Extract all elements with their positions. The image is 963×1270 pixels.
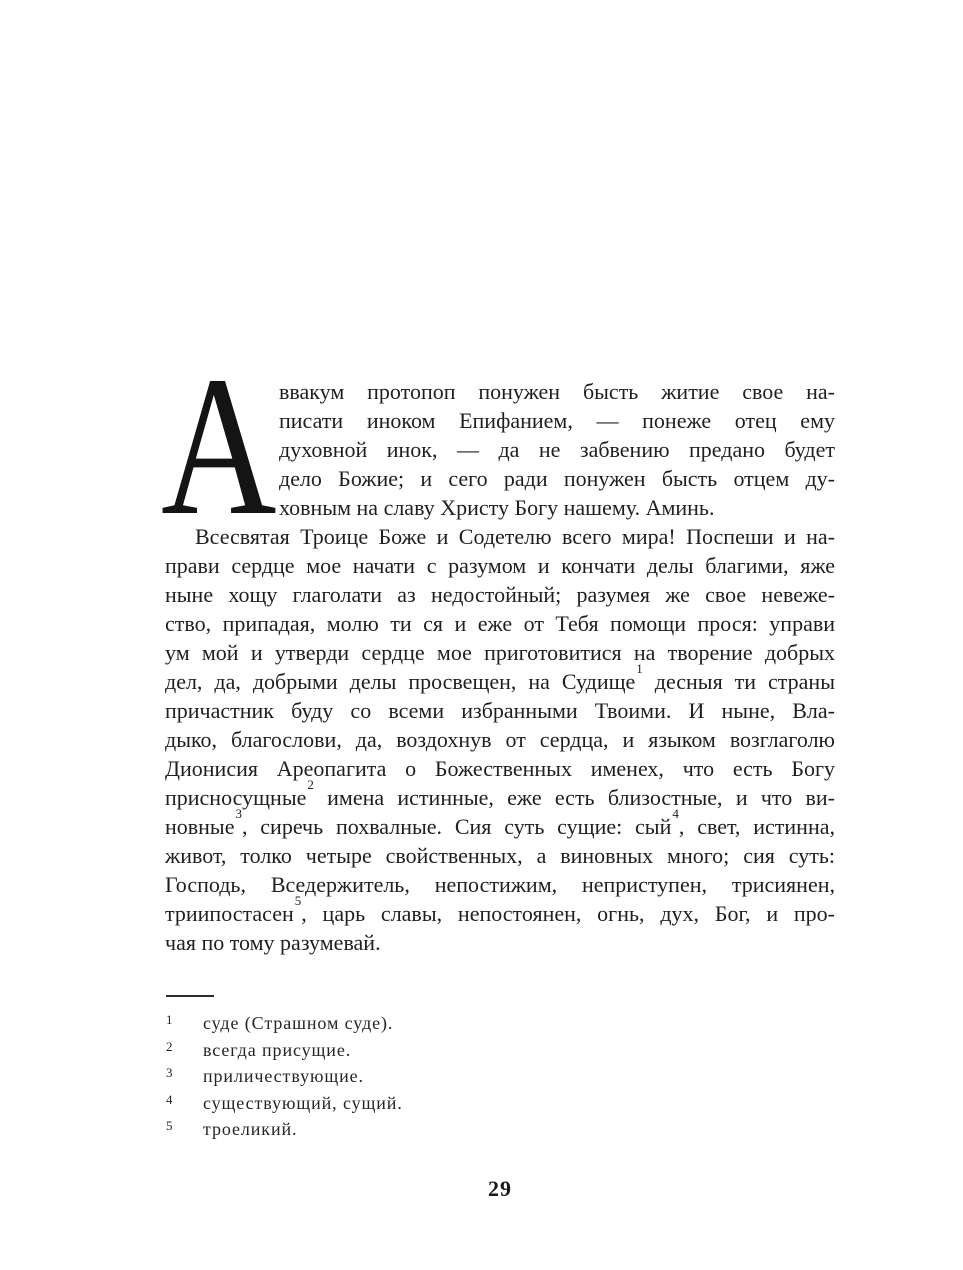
text-line: писати иноком Епифанием, — понеже отец ему (279, 408, 835, 433)
text-line: ховным на славу Христу Богу нашему. Аминь. (279, 495, 715, 520)
footnote-number: 3 (166, 1065, 173, 1080)
footnote-text: существующий, сущий. (203, 1092, 403, 1113)
footnote-item (165, 1116, 835, 1143)
footnote-text: приличествующие. (203, 1066, 364, 1086)
text-line: дыко, благослови, да, воздохнув от сердца, и языком возглаголю (165, 727, 835, 752)
footnote-marker: 4 (672, 805, 679, 821)
text-line: духовной инок, — да не забвению предано будет (279, 437, 835, 462)
footnote-item (165, 1010, 835, 1037)
footnote-number: 1 (166, 1012, 173, 1027)
footnote-marker: 3 (235, 805, 242, 821)
page-number: 29 (488, 1176, 512, 1201)
footnote-item (165, 1090, 835, 1117)
text-line: ныне хощу глаголати аз недостойный; разумея же свое невеже- (165, 582, 835, 607)
drop-cap-letter: А (161, 336, 277, 557)
footnote-number: 4 (166, 1091, 173, 1107)
text-line: дело Божие; и сего ради понужен бысть отцем ду- (279, 466, 835, 491)
text-line: триипостасен$^5$, царь славы, непостоянен, огнь, дух, Бог, и про- (165, 892, 835, 926)
text-line: дел, да, добрыми делы просвещен, на Судище$^1$ десныя ти страны (165, 660, 835, 694)
text-line: ство, припадая, молю ти ся и еже от Тебя помощи прося: управи (165, 611, 835, 636)
text-line: Господь, Вседержитель, непостижим, неприступен, трисиянен, (165, 872, 835, 897)
text-line: Всесвятая Троице Боже и Содетелю всего мира! Поспеши и на- (195, 524, 835, 549)
text-line: живот, толко четыре свойственных, а виновных много; сия суть: (165, 843, 835, 868)
footnote-item (165, 1063, 835, 1090)
text-line: причастник буду со всеми избранными Твоими. И ныне, Вла- (165, 698, 835, 723)
text-line: ум мой и утверди сердце мое приготовитися на творение добрых (165, 640, 835, 665)
footnote-number: 5 (166, 1118, 173, 1133)
text-line: новные$^3$, сиречь похвалные. Сия суть сущие: сый$^4$, свет, истинна, (165, 805, 835, 839)
text-line: ввакум протопоп понужен бысть житие свое на- (279, 379, 835, 404)
text-line: прави сердце мое начати с разумом и кончати делы благими, яже (165, 553, 835, 578)
footnote-marker: 2 (307, 776, 314, 792)
footnote-marker: 1 (636, 660, 643, 676)
footnote-text: суде (Страшном суде). (203, 1013, 394, 1033)
footnote-item (165, 1037, 835, 1064)
footnote-text: троеликий. (203, 1119, 298, 1139)
body-text (161, 336, 835, 957)
paragraph-prayer (165, 522, 835, 957)
footnote-number: 2 (166, 1038, 173, 1054)
footnotes-section (165, 995, 835, 1143)
footnote-text: всегда присущие. (203, 1039, 352, 1060)
text-line: присносущные$^2$ имена истинные, еже есть близостные, и что ви- (165, 776, 835, 810)
text-line: Дионисия Ареопагита о Божественных именех, что есть Богу (165, 756, 835, 781)
text-line: чая по тому разумевай. (165, 930, 381, 955)
footnote-separator-rule (166, 995, 214, 997)
footnote-marker: 5 (294, 892, 302, 908)
